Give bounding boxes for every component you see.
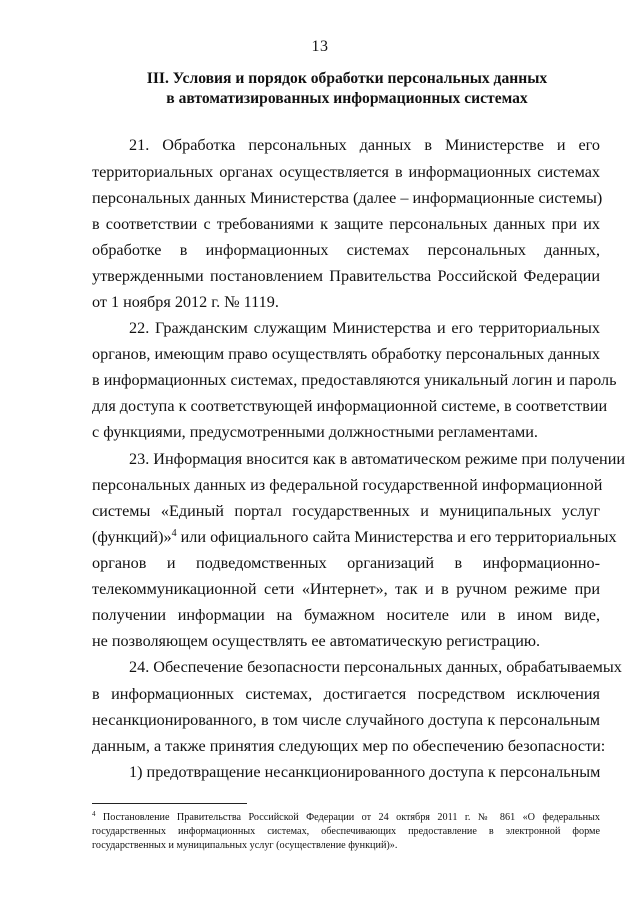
- footnote-marker: 4: [92, 810, 96, 818]
- text-line: 23. Информация вносится как в автоматическом режиме при получении: [129, 450, 626, 468]
- footnote-reference[interactable]: 4: [171, 528, 177, 539]
- text-line: территориальных органах осуществляется в информационных системах: [92, 163, 600, 181]
- text-line: обработке в информационных системах персональных данных,: [92, 241, 600, 259]
- text-line: не позволяющем осуществлять ее автоматическую регистрацию.: [92, 632, 541, 650]
- text-line: несанкционированного, в том числе случайного доступа к персональным: [92, 711, 600, 729]
- text-fragment: или официального сайта Министерства и его территориальных: [176, 528, 617, 546]
- text-line: получении информации на бумажном носителе или в ином виде,: [92, 606, 600, 624]
- text-line: утвержденными постановлением Правительства Российской Федерации: [92, 267, 600, 285]
- text-line: 22. Гражданским служащим Министерства и его территориальных: [129, 319, 600, 337]
- footnote-divider: [92, 803, 247, 804]
- text-line: системы «Единый портал государственных и муниципальных услуг: [92, 502, 600, 520]
- list-item-1: 1) предотвращение несанкционированного доступа к персональным: [129, 763, 601, 781]
- text-fragment: Постановление Правительства Российской Федерации от 24 октября 2011 г. № 861 «О федеральных: [95, 812, 600, 823]
- text-line: в информационных системах, предоставляются уникальный логин и пароль: [92, 371, 617, 389]
- text-line: 24. Обеспечение безопасности персональных данных, обрабатываемых: [129, 658, 622, 676]
- text-line: органов и подведомственных организаций в информационно-: [92, 554, 600, 572]
- text-line: в соответствии с требованиями к защите персональных данных при их: [92, 215, 600, 233]
- text-line: персональных данных из федеральной государственной информационной: [92, 476, 603, 494]
- text-line: от 1 ноября 2012 г. № 1119.: [92, 293, 279, 311]
- text-fragment: (функций)»: [92, 528, 172, 546]
- text-line: в информационных системах, достигается посредством исключения: [92, 685, 600, 703]
- text-line: телекоммуникационной сети «Интернет», так и в ручном режиме при: [92, 580, 600, 598]
- text-line: с функциями, предусмотренными должностными регламентами.: [92, 423, 538, 441]
- text-line: [92, 527, 617, 548]
- text-line: для доступа к соответствующей информационной системе, в соответствии: [92, 397, 608, 415]
- footnote-line: государственных информационных системах, обеспечивающих предоставление в электронной форме: [92, 826, 600, 837]
- text-line: органов, имеющим право осуществлять обработку персональных данных: [92, 345, 600, 363]
- footnote-line: [92, 811, 600, 825]
- text-line: персональных данных Министерства (далее – информационные системы): [92, 189, 603, 207]
- heading-line: в автоматизированных информационных системах: [166, 90, 528, 107]
- footnote-line: государственных и муниципальных услуг (осуществление функций)».: [92, 840, 398, 851]
- section-heading: [92, 69, 602, 109]
- text-line: 21. Обработка персональных данных в Министерстве и его: [129, 136, 600, 154]
- heading-line: III. Условия и порядок обработки персональных данных: [146, 70, 548, 87]
- page-number: 13: [311, 38, 329, 55]
- text-line: данным, а также принятия следующих мер по обеспечению безопасности:: [92, 737, 606, 755]
